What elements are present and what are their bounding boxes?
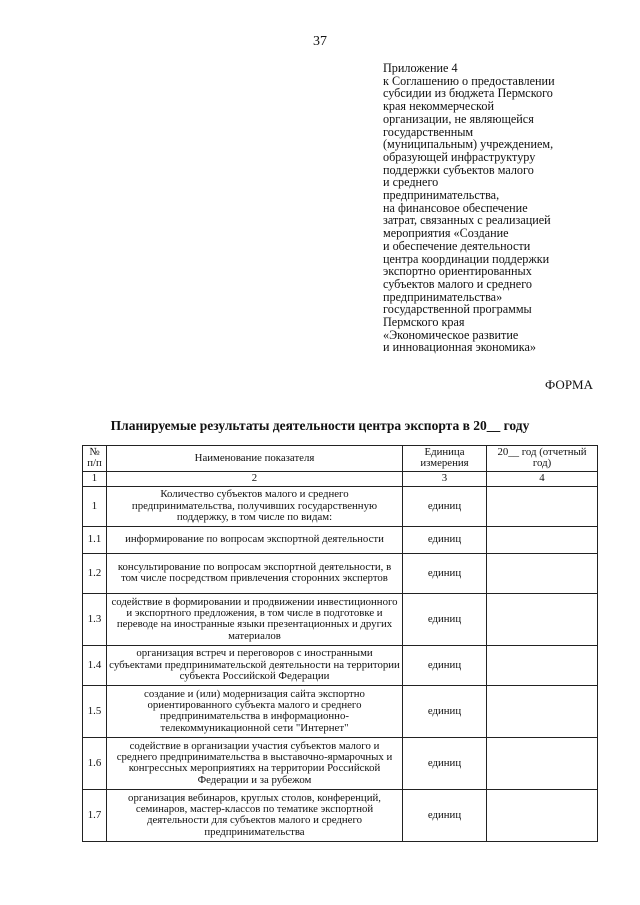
row-num: 1.2 — [83, 553, 107, 593]
appendix-line: предпринимательства, — [383, 188, 500, 203]
row-unit: единиц — [403, 737, 487, 789]
appendix-line: мероприятия «Создание — [383, 226, 509, 241]
row-unit: единиц — [403, 486, 487, 526]
row-name: информирование по вопросам экспортной деятельности — [107, 526, 403, 553]
row-unit: единиц — [403, 553, 487, 593]
row-name: содействие в формировании и продвижении инвестиционного и экспортного предложения, в том числе в подготовке и переводе на иностранные языки презентационных и других материалов — [107, 593, 403, 645]
header-unit: Единица измерения — [403, 446, 487, 472]
row-num: 1.1 — [83, 526, 107, 553]
header-name: Наименование показателя — [107, 446, 403, 472]
table-row — [83, 593, 598, 645]
appendix-line: и инновационная экономика» — [383, 340, 536, 355]
row-num: 1.7 — [83, 789, 107, 841]
header-year: 20__ год (отчетный год) — [487, 446, 598, 472]
appendix-line: государственным — [383, 124, 474, 139]
row-name: организация встреч и переговоров с иностранными субъектами предпринимательской деятельности на территории субъекта Российской Федерации — [107, 645, 403, 685]
row-num: 1.6 — [83, 737, 107, 789]
column-number: 3 — [403, 471, 487, 486]
appendix-line: (муниципальным) учреждением, — [383, 137, 554, 152]
appendix-line: и обеспечение деятельности — [383, 238, 531, 253]
row-unit: единиц — [403, 685, 487, 737]
appendix-line: субсидии из бюджета Пермского — [383, 86, 553, 101]
row-name: содействие в организации участия субъектов малого и среднего предпринимательства в выставочно-ярмарочных и конгрессных мероприятиях на территории Российской Федерации и за рубежом — [107, 737, 403, 789]
appendix-line: к Соглашению о предоставлении — [383, 73, 555, 88]
form-label: ФОРМА — [545, 377, 593, 392]
column-number: 4 — [487, 471, 598, 486]
appendix-line: государственной программы — [383, 302, 532, 317]
row-value[interactable] — [487, 486, 598, 526]
column-number: 1 — [83, 471, 107, 486]
appendix-line: поддержки субъектов малого — [383, 162, 534, 177]
document-title: Планируемые результаты деятельности центра экспорта в 20__ году — [110, 418, 530, 433]
appendix-line: «Экономическое развитие — [383, 327, 519, 342]
table-row — [83, 737, 598, 789]
appendix-line: Пермского края — [383, 315, 465, 330]
page-number: 37 — [313, 34, 327, 49]
row-value[interactable] — [487, 553, 598, 593]
appendix-line: Приложение 4 — [383, 61, 458, 75]
row-num: 1 — [83, 486, 107, 526]
appendix-line: на финансовое обеспечение — [383, 200, 528, 215]
row-name: консультирование по вопросам экспортной деятельности, в том числе посредством привлечения сторонних экспертов — [107, 553, 403, 593]
appendix-block — [383, 62, 613, 354]
row-value[interactable] — [487, 645, 598, 685]
column-number-row — [83, 471, 598, 486]
row-value[interactable] — [487, 526, 598, 553]
row-num: 1.5 — [83, 685, 107, 737]
appendix-line: края некоммерческой — [383, 99, 494, 114]
row-unit: единиц — [403, 526, 487, 553]
row-name: создание и (или) модернизация сайта экспортно ориентированного субъекта малого и среднего предпринимательства в информационно-телекоммуникационной сети "Интернет" — [107, 685, 403, 737]
row-value[interactable] — [487, 789, 598, 841]
row-value[interactable] — [487, 593, 598, 645]
row-unit: единиц — [403, 645, 487, 685]
row-value[interactable] — [487, 737, 598, 789]
appendix-line: субъектов малого и среднего — [383, 276, 533, 291]
header-num: № п/п — [83, 446, 107, 472]
row-num: 1.3 — [83, 593, 107, 645]
table-row — [83, 486, 598, 526]
appendix-line: предпринимательства» — [383, 289, 503, 304]
appendix-line: центра координации поддержки — [383, 251, 550, 266]
table-row — [83, 526, 598, 553]
table-row — [83, 553, 598, 593]
row-value[interactable] — [487, 685, 598, 737]
appendix-line: и среднего — [383, 175, 439, 190]
appendix-line: экспортно ориентированных — [383, 264, 532, 279]
table-row — [83, 789, 598, 841]
row-num: 1.4 — [83, 645, 107, 685]
row-unit: единиц — [403, 593, 487, 645]
results-table — [82, 445, 598, 842]
row-unit: единиц — [403, 789, 487, 841]
appendix-line: организации, не являющейся — [383, 111, 534, 126]
table-row — [83, 645, 598, 685]
row-name: Количество субъектов малого и среднего предпринимательства, получивших государственную поддержку, в том числе по видам: — [107, 486, 403, 526]
row-name: организация вебинаров, круглых столов, конференций, семинаров, мастер-классов по тематике экспортной деятельности для субъектов малого и среднего предпринимательства — [107, 789, 403, 841]
appendix-line: образующей инфраструктуру — [383, 149, 536, 164]
column-number: 2 — [107, 471, 403, 486]
table-header-row — [83, 446, 598, 472]
table-row — [83, 685, 598, 737]
appendix-line: затрат, связанных с реализацией — [383, 213, 551, 228]
